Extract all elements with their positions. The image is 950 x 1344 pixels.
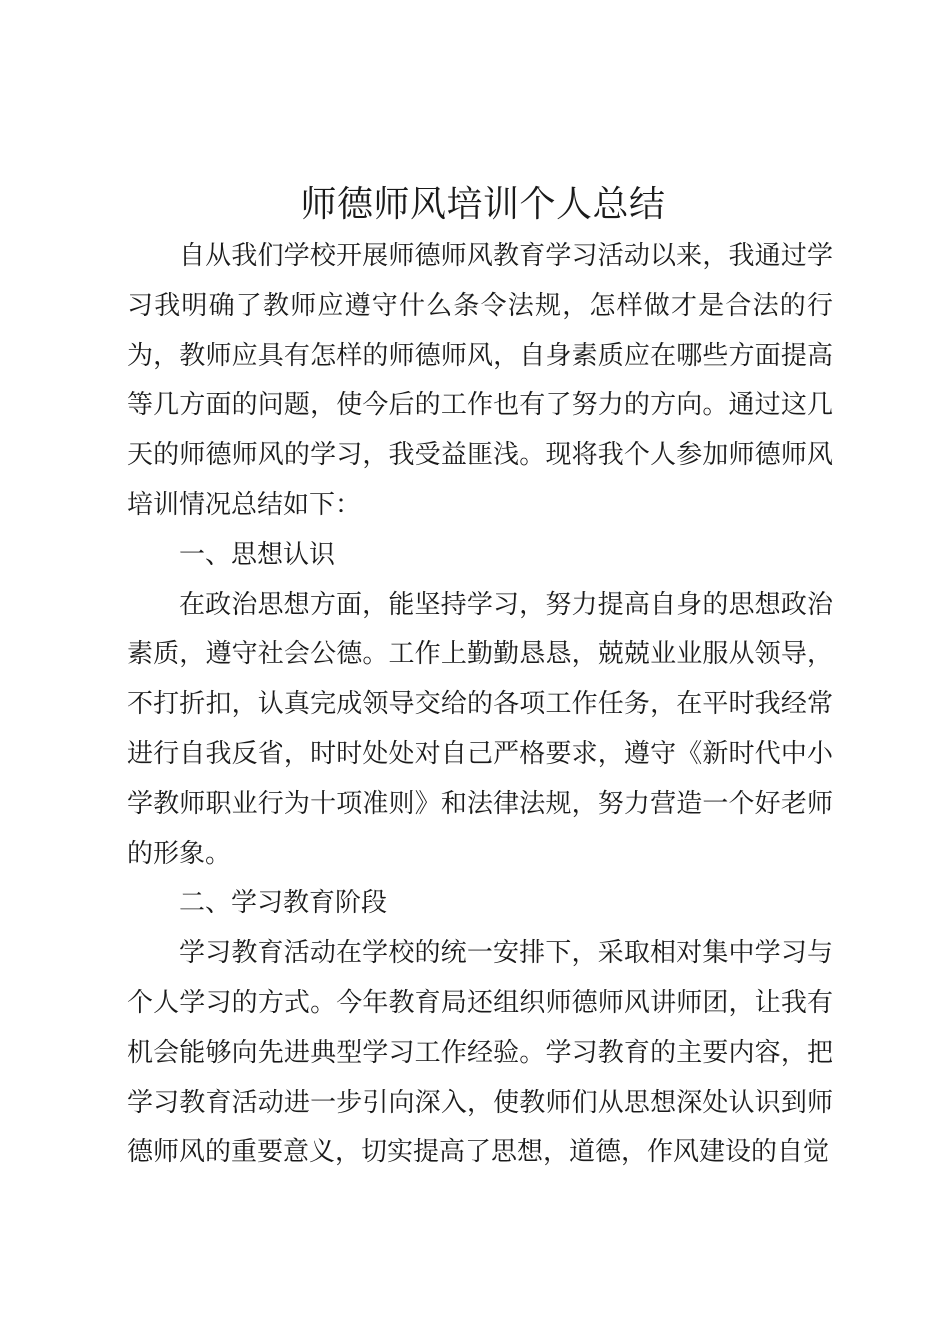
section-heading-1: 一、思想认识 <box>179 539 336 570</box>
document-page <box>127 178 833 1178</box>
document-title: 师德师风培训个人总结 <box>300 184 666 225</box>
section-body-2: 学习教育活动在学校的统一安排下，采取相对集中学习与个人学习的方式。今年教育局还组织师德师风讲师团，让我有机会能够向先进典型学习工作经验。学习教育的主要内容，把学习教育活动进一步引向深入，使教师们从思想深处认识到师德师风的重要意义，切实提高了思想，道德，作风建设的自觉 <box>127 938 833 1168</box>
intro-paragraph: 自从我们学校开展师德师风教育学习活动以来，我通过学习我明确了教师应遵守什么条令法规，怎样做才是合法的行为，教师应具有怎样的师德师风，自身素质应在哪些方面提高等几方面的问题，使今后的工作也有了努力的方向。通过这几天的师德师风的学习，我受益匪浅。现将我个人参加师德师风培训情况总结如下： <box>127 241 833 520</box>
section-heading-2: 二、学习教育阶段 <box>179 888 388 919</box>
section-body-1: 在政治思想方面，能坚持学习，努力提高自身的思想政治素质，遵守社会公德。工作上勤勤恳恳，兢兢业业服从领导，不打折扣，认真完成领导交给的各项工作任务，在平时我经常进行自我反省，时时处处对自己严格要求，遵守《新时代中小学教师职业行为十项准则》和法律法规，努力营造一个好老师的形象。 <box>127 589 833 869</box>
